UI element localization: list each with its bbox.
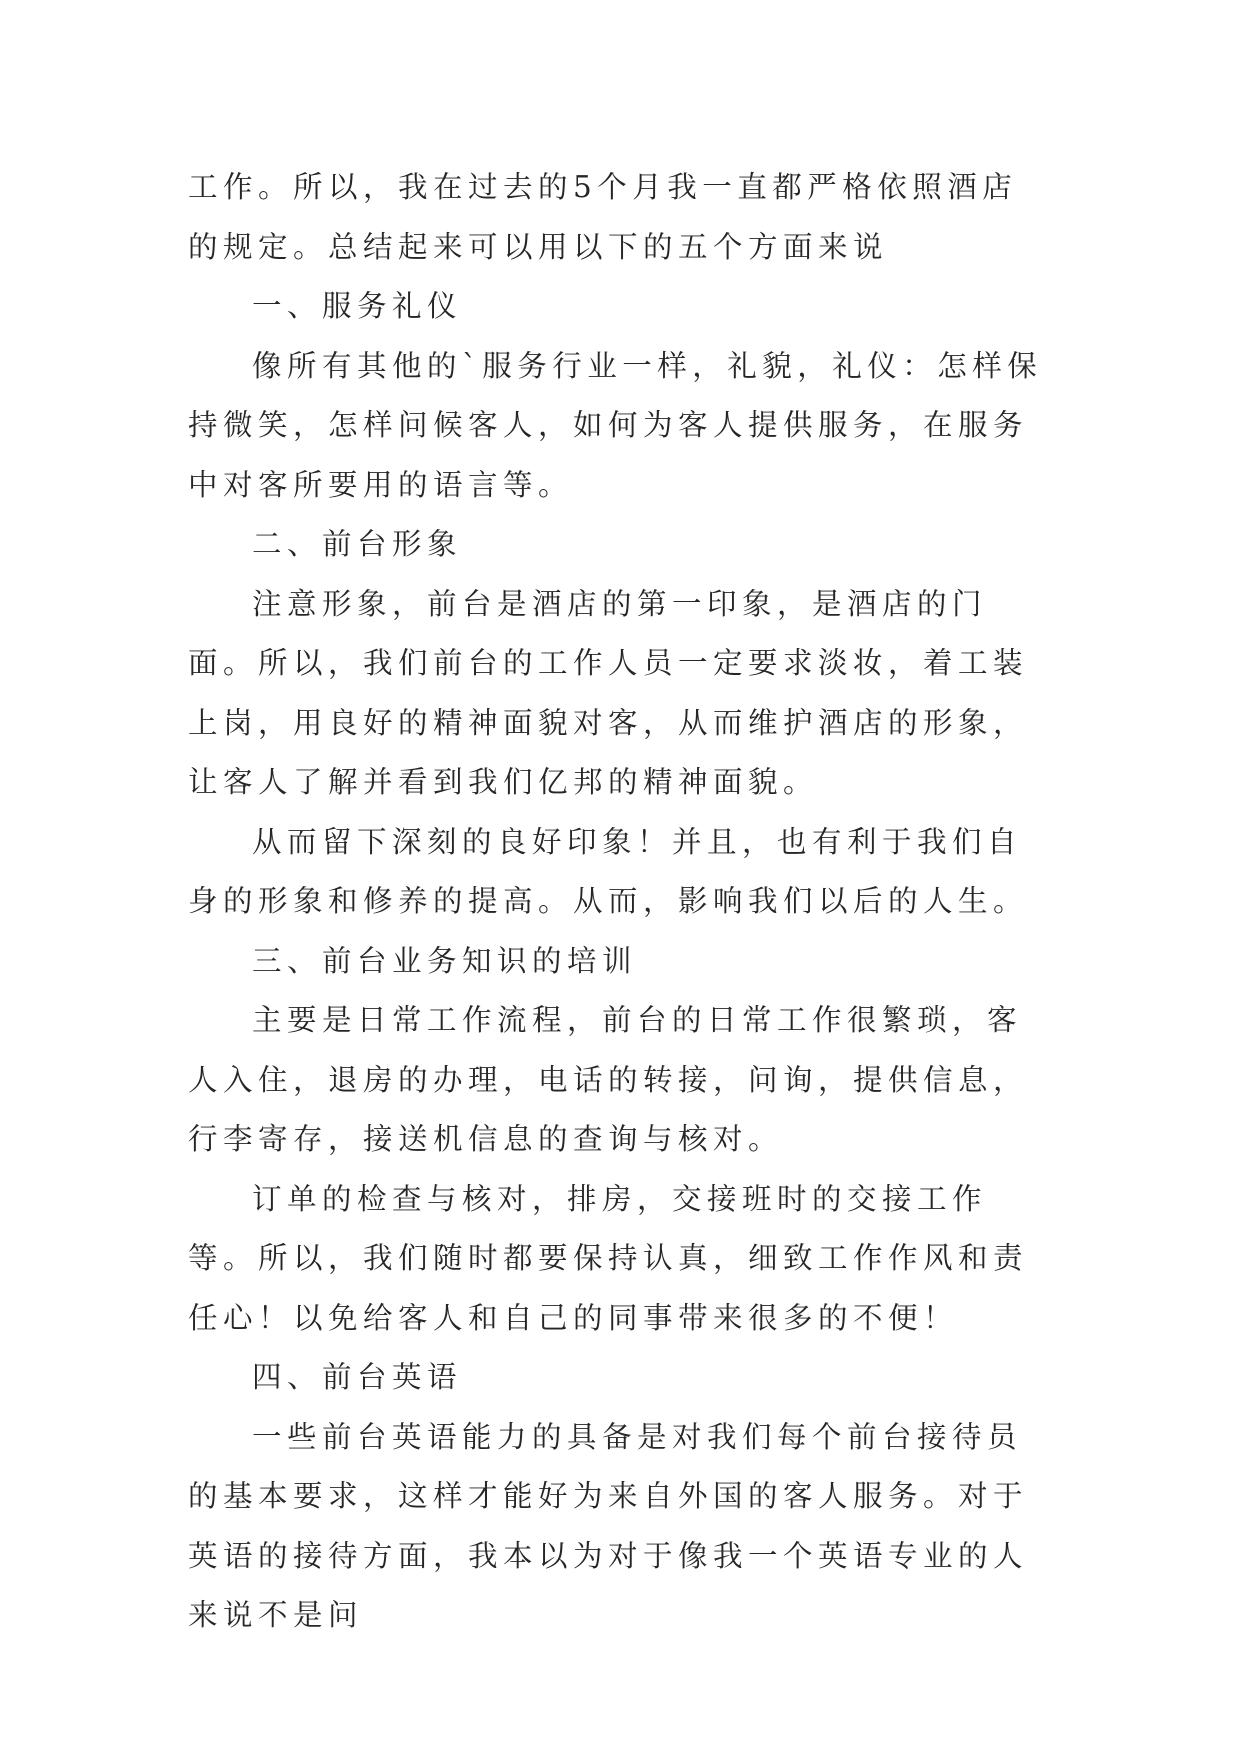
paragraph-front-desk-image: 注意形象，前台是酒店的第一印象，是酒店的门面。所以，我们前台的工作人员一定要求淡妆，着工装上岗，用良好的精神面貌对客，从而维护酒店的形象，让客人了解并看到我们亿邦的精神面貌。 <box>188 586 1029 799</box>
paragraph-order-checking: 订单的检查与核对，排房，交接班时的交接工作等。所以，我们随时都要保持认真，细致工作作风和责任心！以免给客人和自己的同事带来很多的不便！ <box>188 1181 1029 1335</box>
section-heading-front-desk-image: 二、前台形象 <box>252 527 463 561</box>
section-heading-service-etiquette: 一、服务礼仪 <box>252 289 463 323</box>
document-body <box>188 158 1048 1646</box>
paragraph-service-etiquette: 像所有其他的`服务行业一样，礼貌，礼仪：怎样保持微笑，怎样问候客人，如何为客人提供服务，在服务中对客所要用的语言等。 <box>188 348 1043 502</box>
paragraph-good-impression: 从而留下深刻的良好印象！并且，也有利于我们自身的形象和修养的提高。从而，影响我们以后的人生。 <box>188 824 1029 918</box>
paragraph-continuation: 工作。所以，我在过去的5个月我一直都严格依照酒店的规定。总结起来可以用以下的五个方面来说 <box>188 170 1018 264</box>
paragraph-daily-workflow: 主要是日常工作流程，前台的日常工作很繁琐，客人入住，退房的办理，电话的转接，问询，提供信息，行李寄存，接送机信息的查询与核对。 <box>188 1003 1029 1156</box>
section-heading-english: 四、前台英语 <box>252 1360 463 1394</box>
section-heading-training: 三、前台业务知识的培训 <box>252 943 638 978</box>
paragraph-english: 一些前台英语能力的具备是对我们每个前台接待员的基本要求，这样才能好为来自外国的客人服务。对于英语的接待方面，我本以为对于像我一个英语专业的人来说不是问 <box>188 1419 1029 1632</box>
